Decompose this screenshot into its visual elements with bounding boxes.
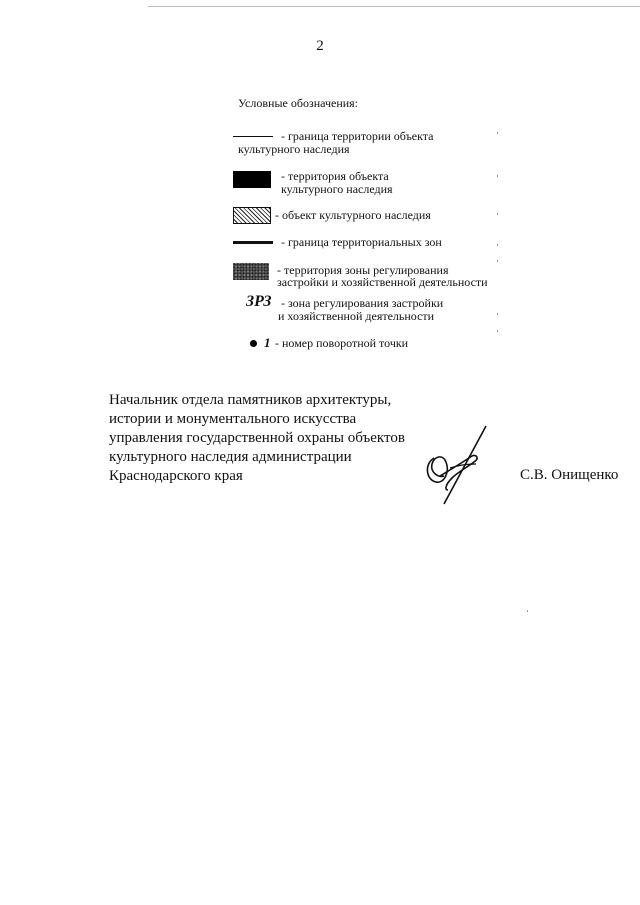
legend-item-text: - граница территориальных зон (281, 235, 442, 249)
thin-line-icon (233, 136, 273, 137)
legend-item-text: - объект культурного наследия (275, 208, 431, 222)
scan-mark (497, 244, 498, 246)
legend-item-text: - зона регулирования застройки (281, 296, 444, 310)
black-dot-icon (250, 340, 257, 347)
legend-item-text: - территория объекта (281, 169, 389, 183)
legend-item-text: - граница территории объекта (281, 129, 434, 143)
signatory-line: истории и монументального искусства (109, 411, 357, 427)
signer-name: С.В. Онищенко (520, 467, 619, 483)
legend-item-text: - номер поворотной точки (275, 336, 409, 350)
scan-mark (527, 610, 528, 612)
hatched-rectangle-icon (233, 207, 271, 224)
zrz-label: ЗРЗ (246, 293, 272, 310)
thick-line-icon (233, 241, 273, 244)
point-number-label: 1 (264, 335, 271, 350)
page-number: 2 (316, 38, 324, 54)
signatory-line: Краснодарского края (109, 468, 243, 484)
signatory-line: управления государственной охраны объектов (109, 430, 405, 446)
grey-rectangle-icon (233, 263, 269, 280)
top-rule (148, 6, 640, 7)
handwritten-signature-icon (410, 420, 500, 505)
scan-mark (497, 313, 498, 315)
legend-item-text: - территория зоны регулирования (277, 263, 449, 277)
scan-mark (497, 330, 498, 332)
signatory-position (109, 391, 405, 486)
scan-mark (497, 132, 498, 134)
scan-mark (497, 175, 498, 177)
signatory-line: культурного наследия администрации (109, 449, 352, 465)
black-rectangle-icon (233, 171, 271, 188)
legend-item-text: застройки и хозяйственной деятельности (277, 275, 488, 289)
scan-mark (497, 260, 498, 262)
signatory-line: Начальник отдела памятников архитектуры, (109, 392, 392, 408)
legend-title: Условные обозначения: (238, 96, 359, 110)
legend-item-text: культурного наследия (238, 142, 350, 156)
legend-item-text: и хозяйственной деятельности (278, 309, 435, 323)
legend-item-text: культурного наследия (281, 182, 393, 196)
scan-mark (497, 213, 498, 215)
